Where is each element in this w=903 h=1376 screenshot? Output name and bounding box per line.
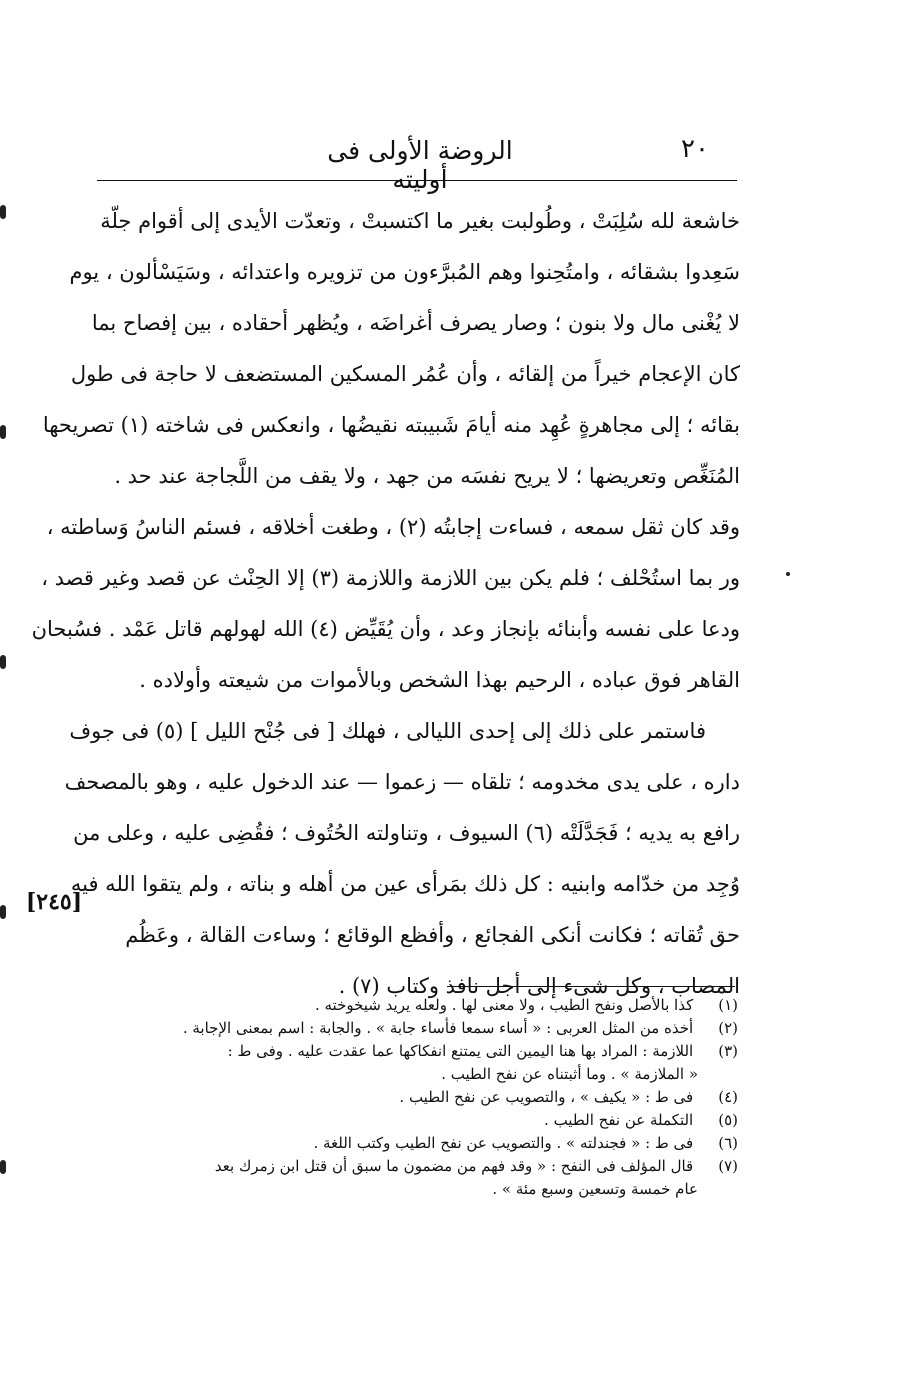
footnote-item <box>98 1132 738 1155</box>
footnote-item <box>98 1040 738 1063</box>
footnote-item <box>98 1086 738 1109</box>
footnote-item <box>98 994 738 1017</box>
footnote-text: كذا بالأصل ونفح الطيب ، ولا معنى لها . ولعله يريد شيخوخته . <box>314 996 694 1014</box>
margin-mark <box>786 572 790 576</box>
footnote-text: اللازمة : المراد بها هنا اليمين التى يمتنع انفكاكها عما عقدت عليه . وفى ط : <box>227 1042 694 1060</box>
body-line: وُجِد من خدّامه وابنيه : كل ذلك بمَرأى عين من أهله و بناته ، ولم يتقوا الله فيه <box>70 872 740 896</box>
footnote-item <box>98 1063 738 1086</box>
footnote-divider <box>447 986 735 987</box>
body-line: سَعِدوا بشقائه ، وامتُحِنوا وهم المُبرَّءون من تزويره واعتدائه ، وسَيَسْألون ، يوم <box>69 260 740 284</box>
footnote-item <box>98 1109 738 1132</box>
footnote-number: (٧) <box>718 1157 738 1175</box>
body-line: وقد كان ثقل سمعه ، فساءت إجابتُه (٢) ، وطغت أخلاقه ، فسئم الناسُ وَساطته ، <box>46 515 740 539</box>
body-line: خاشعة لله سُلِبَتْ ، وطُولبت بغير ما اكتسبتْ ، وتعدّت الأيدى إلى أقوام جلّة <box>100 209 740 233</box>
body-line: المُنَغِّص وتعريضها ؛ لا يريح نفسَه من جهد ، ولا يقف من اللَّجاجة عند حد . <box>114 464 740 488</box>
running-header-title: الروضة الأولى فى أوليته <box>327 136 513 194</box>
footnote-number: (١) <box>718 996 738 1014</box>
body-line: المصاب ، وكل شىء إلى أجل نافذ وكتاب (٧) . <box>338 974 740 998</box>
footnote-text: قال المؤلف فى النفح : « وقد فهم من مضمون ما سبق أن قتل ابن زمرك بعد <box>214 1157 694 1175</box>
footnote-number: (٥) <box>718 1111 738 1129</box>
footnote-number: (٣) <box>718 1042 738 1060</box>
body-line: فاستمر على ذلك إلى إحدى الليالى ، فهلك [ فى جُنْح الليل ] (٥) فى جوف <box>69 719 706 743</box>
footnote-text: عام خمسة وتسعين وسبع مئة » . <box>492 1180 698 1198</box>
footnote-item <box>98 1017 738 1040</box>
body-line: حق تُقاته ؛ فكانت أنكى الفجائع ، وأفظع الوقائع ؛ وساءت القالة ، وعَظُم <box>125 923 740 947</box>
body-line: رافع به يديه ؛ فَجَدَّلَتْه (٦) السيوف ، وتناولته الحُتُوف ؛ فقُضِى عليه ، وعلى من <box>73 821 740 845</box>
margin-mark <box>0 425 6 439</box>
margin-page-reference: [٢٤٥] <box>25 889 83 915</box>
margin-mark <box>0 905 6 919</box>
body-line: كان الإعجام خيراً من إلقائه ، وأن عُمُر المسكين المستضعف لا حاجة فى طول <box>70 362 740 386</box>
body-line: داره ، على يدى مخدومه ؛ تلقاه — زعموا — عند الدخول عليه ، وهو بالمصحف <box>64 770 740 794</box>
footnote-text: أخذه من المثل العربى : « أساء سمعا فأساء جابة » . والجابة : اسم بمعنى الإجابة . <box>182 1019 694 1037</box>
footnotes <box>98 994 738 1201</box>
margin-mark <box>0 205 6 219</box>
body-line: ودعا على نفسه وأبنائه بإنجاز وعد ، وأن يُقَيِّض (٤) الله لهولهم قاتل عَمْد . فسُبحان <box>31 617 740 641</box>
footnote-text: التكملة عن نفح الطيب . <box>544 1111 694 1129</box>
footnote-item <box>98 1178 738 1201</box>
header-divider <box>97 180 737 181</box>
footnote-number: (٢) <box>718 1019 738 1037</box>
footnote-text: فى ط : « يكيف » ، والتصويب عن نفح الطيب . <box>399 1088 694 1106</box>
footnote-text: فى ط : « فجندلته » . والتصويب عن نفح الطيب وكتب اللغة . <box>313 1134 694 1152</box>
footnote-item <box>98 1155 738 1178</box>
body-line: ور بما استُحْلف ؛ فلم يكن بين اللازمة واللازمة (٣) إلا الحِنْث عن قصد وغير قصد ، <box>41 566 740 590</box>
footnote-number: (٤) <box>718 1088 738 1106</box>
body-line: القاهر فوق عباده ، الرحيم بهذا الشخص وبالأموات من شيعته وأولاده . <box>139 668 740 692</box>
margin-mark <box>0 1160 6 1174</box>
page-number: ٢٠ <box>681 134 709 164</box>
body-line: لا يُغْنى مال ولا بنون ؛ وصار يصرف أغراضَه ، ويُظهر أحقاده ، بين إفصاح بما <box>91 311 740 335</box>
body-line: بقائه ؛ إلى مجاهرةٍ عُهِد منه أيامَ شَبيبته نقيضُها ، وانعكس فى شاخته (١) تصريحها <box>42 413 740 437</box>
footnote-text: « الملازمة » . وما أثبتناه عن نفح الطيب . <box>441 1065 698 1083</box>
margin-mark <box>0 655 6 669</box>
footnote-number: (٦) <box>718 1134 738 1152</box>
